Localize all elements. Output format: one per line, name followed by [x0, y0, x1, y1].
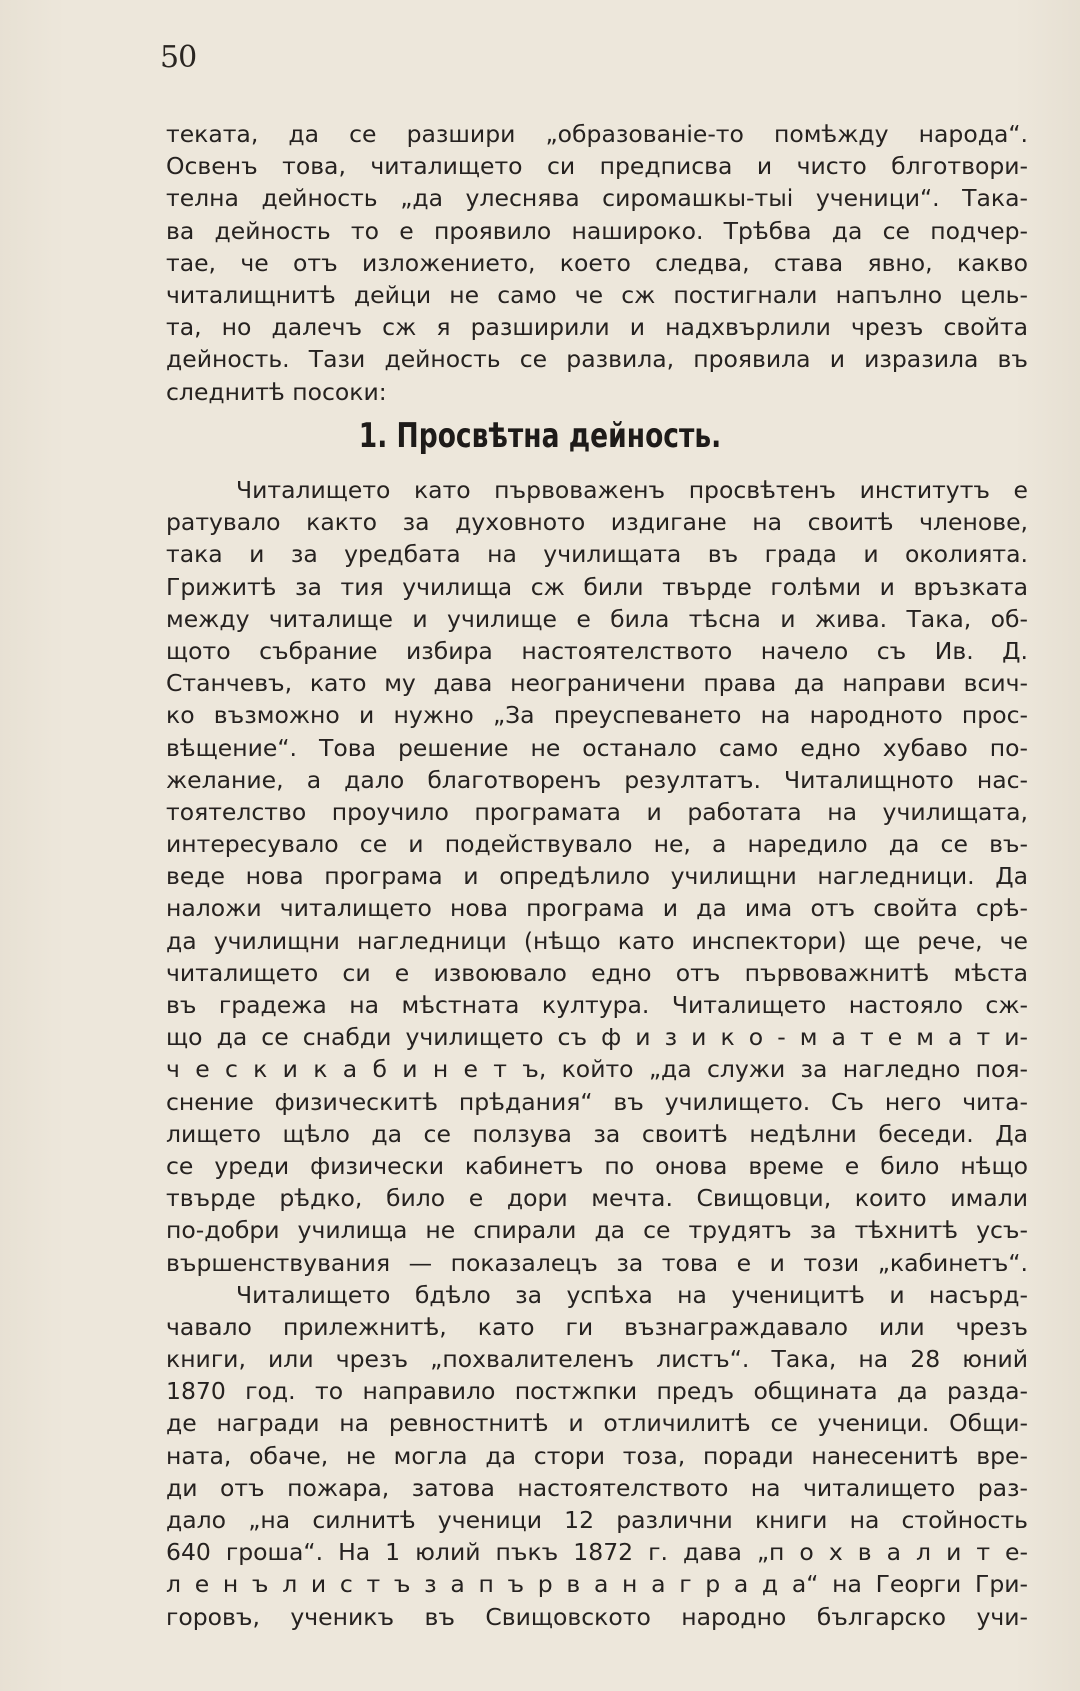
section-heading: 1. Просвѣтна дейность.	[358, 416, 722, 456]
text-line: ко възможно и нужно „За преуспеването на народното прос-	[166, 701, 1028, 730]
text-line: Читалището бдѣло за успѣха на ученицитѣ и насърд-	[236, 1280, 1028, 1309]
text-line: веде нова програма и опредѣлило училищни нагледници. Да	[166, 862, 1028, 891]
text-line: книги, или чрезъ „похвалителенъ листъ“. Така, на 28 юний	[166, 1345, 1028, 1374]
text-line: наложи читалището нова програма и да има отъ свойта срѣ-	[166, 894, 1028, 923]
text-line: се уреди физически кабинетъ по онова време е било нѣщо	[166, 1151, 1028, 1180]
text-line: Станчевъ, като му дава неограничени права да направи всич-	[166, 669, 1028, 698]
text-line: да училищни нагледници (нѣщо като инспектори) ще рече, че	[166, 926, 1028, 955]
text-line: дейность. Тази дейность се развила, проявила и изразила въ	[166, 345, 1028, 374]
text-line: ч е с к и к а б и н е т ъ, който „да служи за нагледно поя-	[166, 1055, 1028, 1084]
intro-paragraph	[166, 118, 1028, 408]
text-line: л е н ъ л и с т ъ з а п ъ р в а н а г р а д а“ на Георги Гри-	[166, 1570, 1028, 1599]
text-line: тоятелство проучило програмата и работата на училищата,	[166, 797, 1028, 826]
text-line: ди отъ пожара, затова настоятелството на читалището раз-	[166, 1473, 1028, 1502]
text-line: Грижитѣ за тия училища сж били твърде голѣми и връзката	[166, 572, 1028, 601]
text-line: снение физическитѣ прѣдания“ въ училището. Съ него чита-	[166, 1087, 1028, 1116]
text-line: 1870 год. то направило постжпки предъ общината да разда-	[166, 1377, 1028, 1406]
text-line: вѣщение“. Това решение не останало само едно хубаво по-	[166, 733, 1028, 762]
text-line: чавало прилежнитѣ, като ги възнаграждавало или чрезъ	[166, 1312, 1028, 1341]
text-line: що да се снабди училището съ ф и з и к о - м а т е м а т и-	[166, 1023, 1028, 1052]
text-line: интересувало се и подействувало не, а наредило да се въ-	[166, 830, 1028, 859]
text-line: читалището си е извоювало едно отъ първоважнитѣ мѣста	[166, 958, 1028, 987]
text-line: Освенъ това, читалището си предписва и чисто блготвори-	[166, 152, 1028, 181]
text-line: читалищнитѣ дейци не само че сж постигнали напълно цель-	[166, 280, 1028, 309]
text-line: та, но далечъ сж я разширили и надхвърлили чрезъ свойта	[166, 313, 1028, 342]
text-line: Читалището като първоваженъ просвѣтенъ институтъ е	[236, 476, 1028, 504]
text-line: лището щѣло да се ползува за своитѣ недѣлни беседи. Да	[166, 1119, 1028, 1148]
text-line: горовъ, ученикъ въ Свищовското народно българско учи-	[166, 1602, 1028, 1631]
text-line: вършенствувания — показалецъ за това е и този „кабинетъ“.	[166, 1248, 1028, 1277]
text-line: ната, обаче, не могла да стори тоза, поради нанесенитѣ вре-	[166, 1441, 1028, 1470]
text-line: така и за уредбата на училищата въ града и околията.	[166, 540, 1028, 569]
page-number: 50	[160, 40, 197, 75]
text-line: де награди на ревностнитѣ и отличилитѣ се ученици. Общи-	[166, 1409, 1028, 1438]
text-line: тае, че отъ изложението, което следва, става явно, какво	[166, 248, 1028, 277]
text-line: телна дейность „да улеснява сиромашкы-тыі ученици“. Така-	[166, 184, 1028, 213]
text-line: щото събрание избира настоятелството начело съ Ив. Д.	[166, 636, 1028, 665]
text-line: въ градежа на мѣстната култура. Читалището настояло сж-	[166, 991, 1028, 1019]
text-line: желание, а дало благотворенъ резултатъ. Читалищното нас-	[166, 765, 1028, 794]
text-line: 640 гроша“. На 1 юлий пъкъ 1872 г. дава „п о х в а л и т е-	[166, 1538, 1028, 1567]
text-line: ратувало както за духовното издигане на своитѣ членове,	[166, 508, 1028, 537]
text-line: следнитѣ посоки:	[166, 377, 387, 406]
text-line: твърде рѣдко, било е дори мечта. Свищовци, които имали	[166, 1184, 1028, 1213]
main-text	[166, 474, 1028, 1633]
text-line: между читалище и училище е била тѣсна и жива. Така, об-	[166, 604, 1028, 633]
text-line: по-добри училища не спирали да се трудятъ за тѣхнитѣ усъ-	[166, 1216, 1028, 1245]
text-line: ва дейность то е проявило нашироко. Трѣбва да се подчер-	[166, 216, 1028, 245]
text-line: теката, да се разшири „образованie-то помѣжду народа“.	[166, 120, 1028, 148]
text-line: дало „на силнитѣ ученици 12 различни книги на стойность	[166, 1506, 1028, 1534]
